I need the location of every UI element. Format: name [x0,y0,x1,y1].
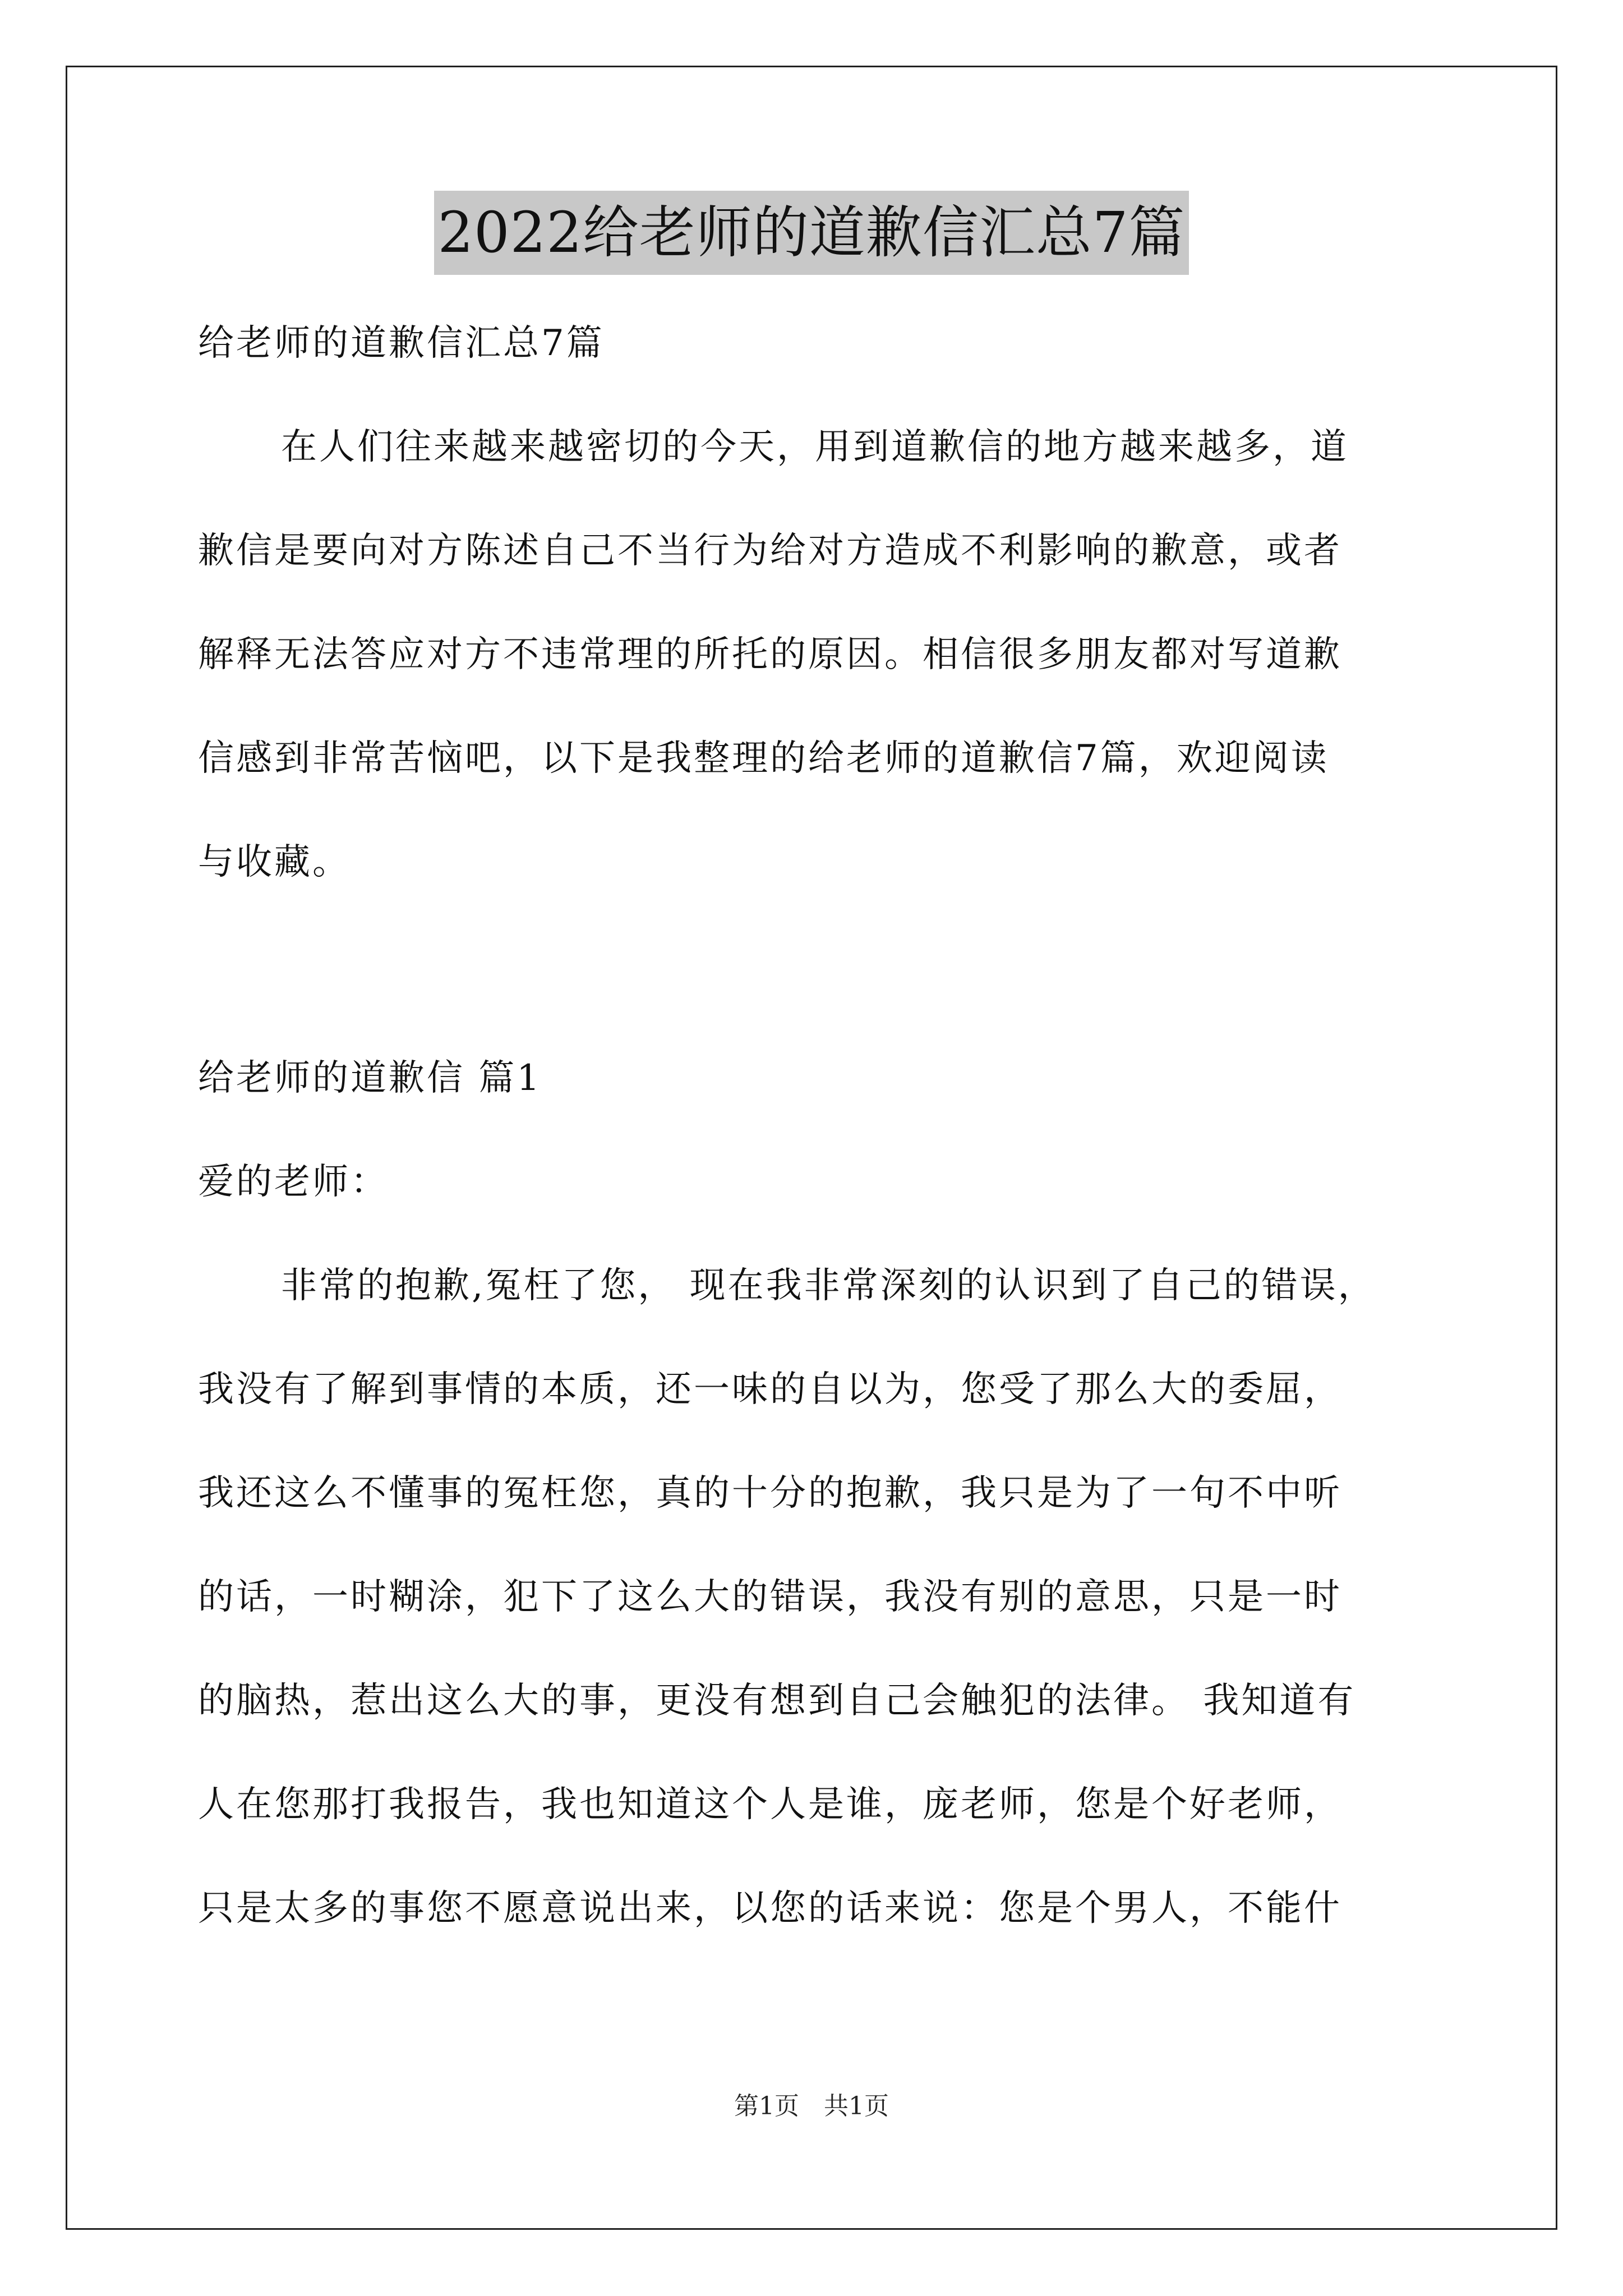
section-heading: 给老师的道歉信 篇1 [198,1057,542,1099]
letter-salutation: 爱的老师： [198,1161,389,1203]
document-body [198,292,1449,1961]
letter-line: 非常的抱歉,冤枉了您， 现在我非常深刻的认识到了自己的错误， [281,1265,1376,1306]
intro-line: 解释无法答应对方不违常理的所托的原因。相信很多朋友都对写道歉 [198,634,1342,675]
title-container [0,191,1623,275]
intro-line: 与收藏。 [198,841,351,883]
intro-line: 歉信是要向对方陈述自己不当行为给对方造成不利影响的歉意，或者 [198,530,1342,572]
intro-line: 在人们往来越来越密切的今天，用到道歉信的地方越来越多，道 [281,426,1349,468]
document-title: 2022给老师的道歉信汇总7篇 [434,191,1188,275]
letter-line: 我还这么不懂事的冤枉您，真的十分的抱歉，我只是为了一句不中听 [198,1473,1342,1514]
intro-line: 信感到非常苦恼吧，以下是我整理的给老师的道歉信7篇，欢迎阅读 [198,738,1329,779]
letter-line: 的话，一时糊涂，犯下了这么大的错误，我没有别的意思，只是一时 [198,1576,1342,1618]
letter-line: 的脑热，惹出这么大的事，更没有想到自己会触犯的法律。 我知道有 [198,1680,1356,1722]
document-subtitle: 给老师的道歉信汇总7篇 [198,323,605,364]
section-spacer [198,914,1449,1027]
letter-line: 只是太多的事您不愿意说出来，以您的话来说：您是个男人，不能什 [198,1888,1342,1929]
page-number: 第1页 共1页 [734,2092,889,2120]
letter-line: 人在您那打我报告，我也知道这个人是谁，庞老师，您是个好老师， [198,1784,1342,1825]
letter-line: 我没有了解到事情的本质，还一味的自以为，您受了那么大的委屈， [198,1369,1342,1410]
